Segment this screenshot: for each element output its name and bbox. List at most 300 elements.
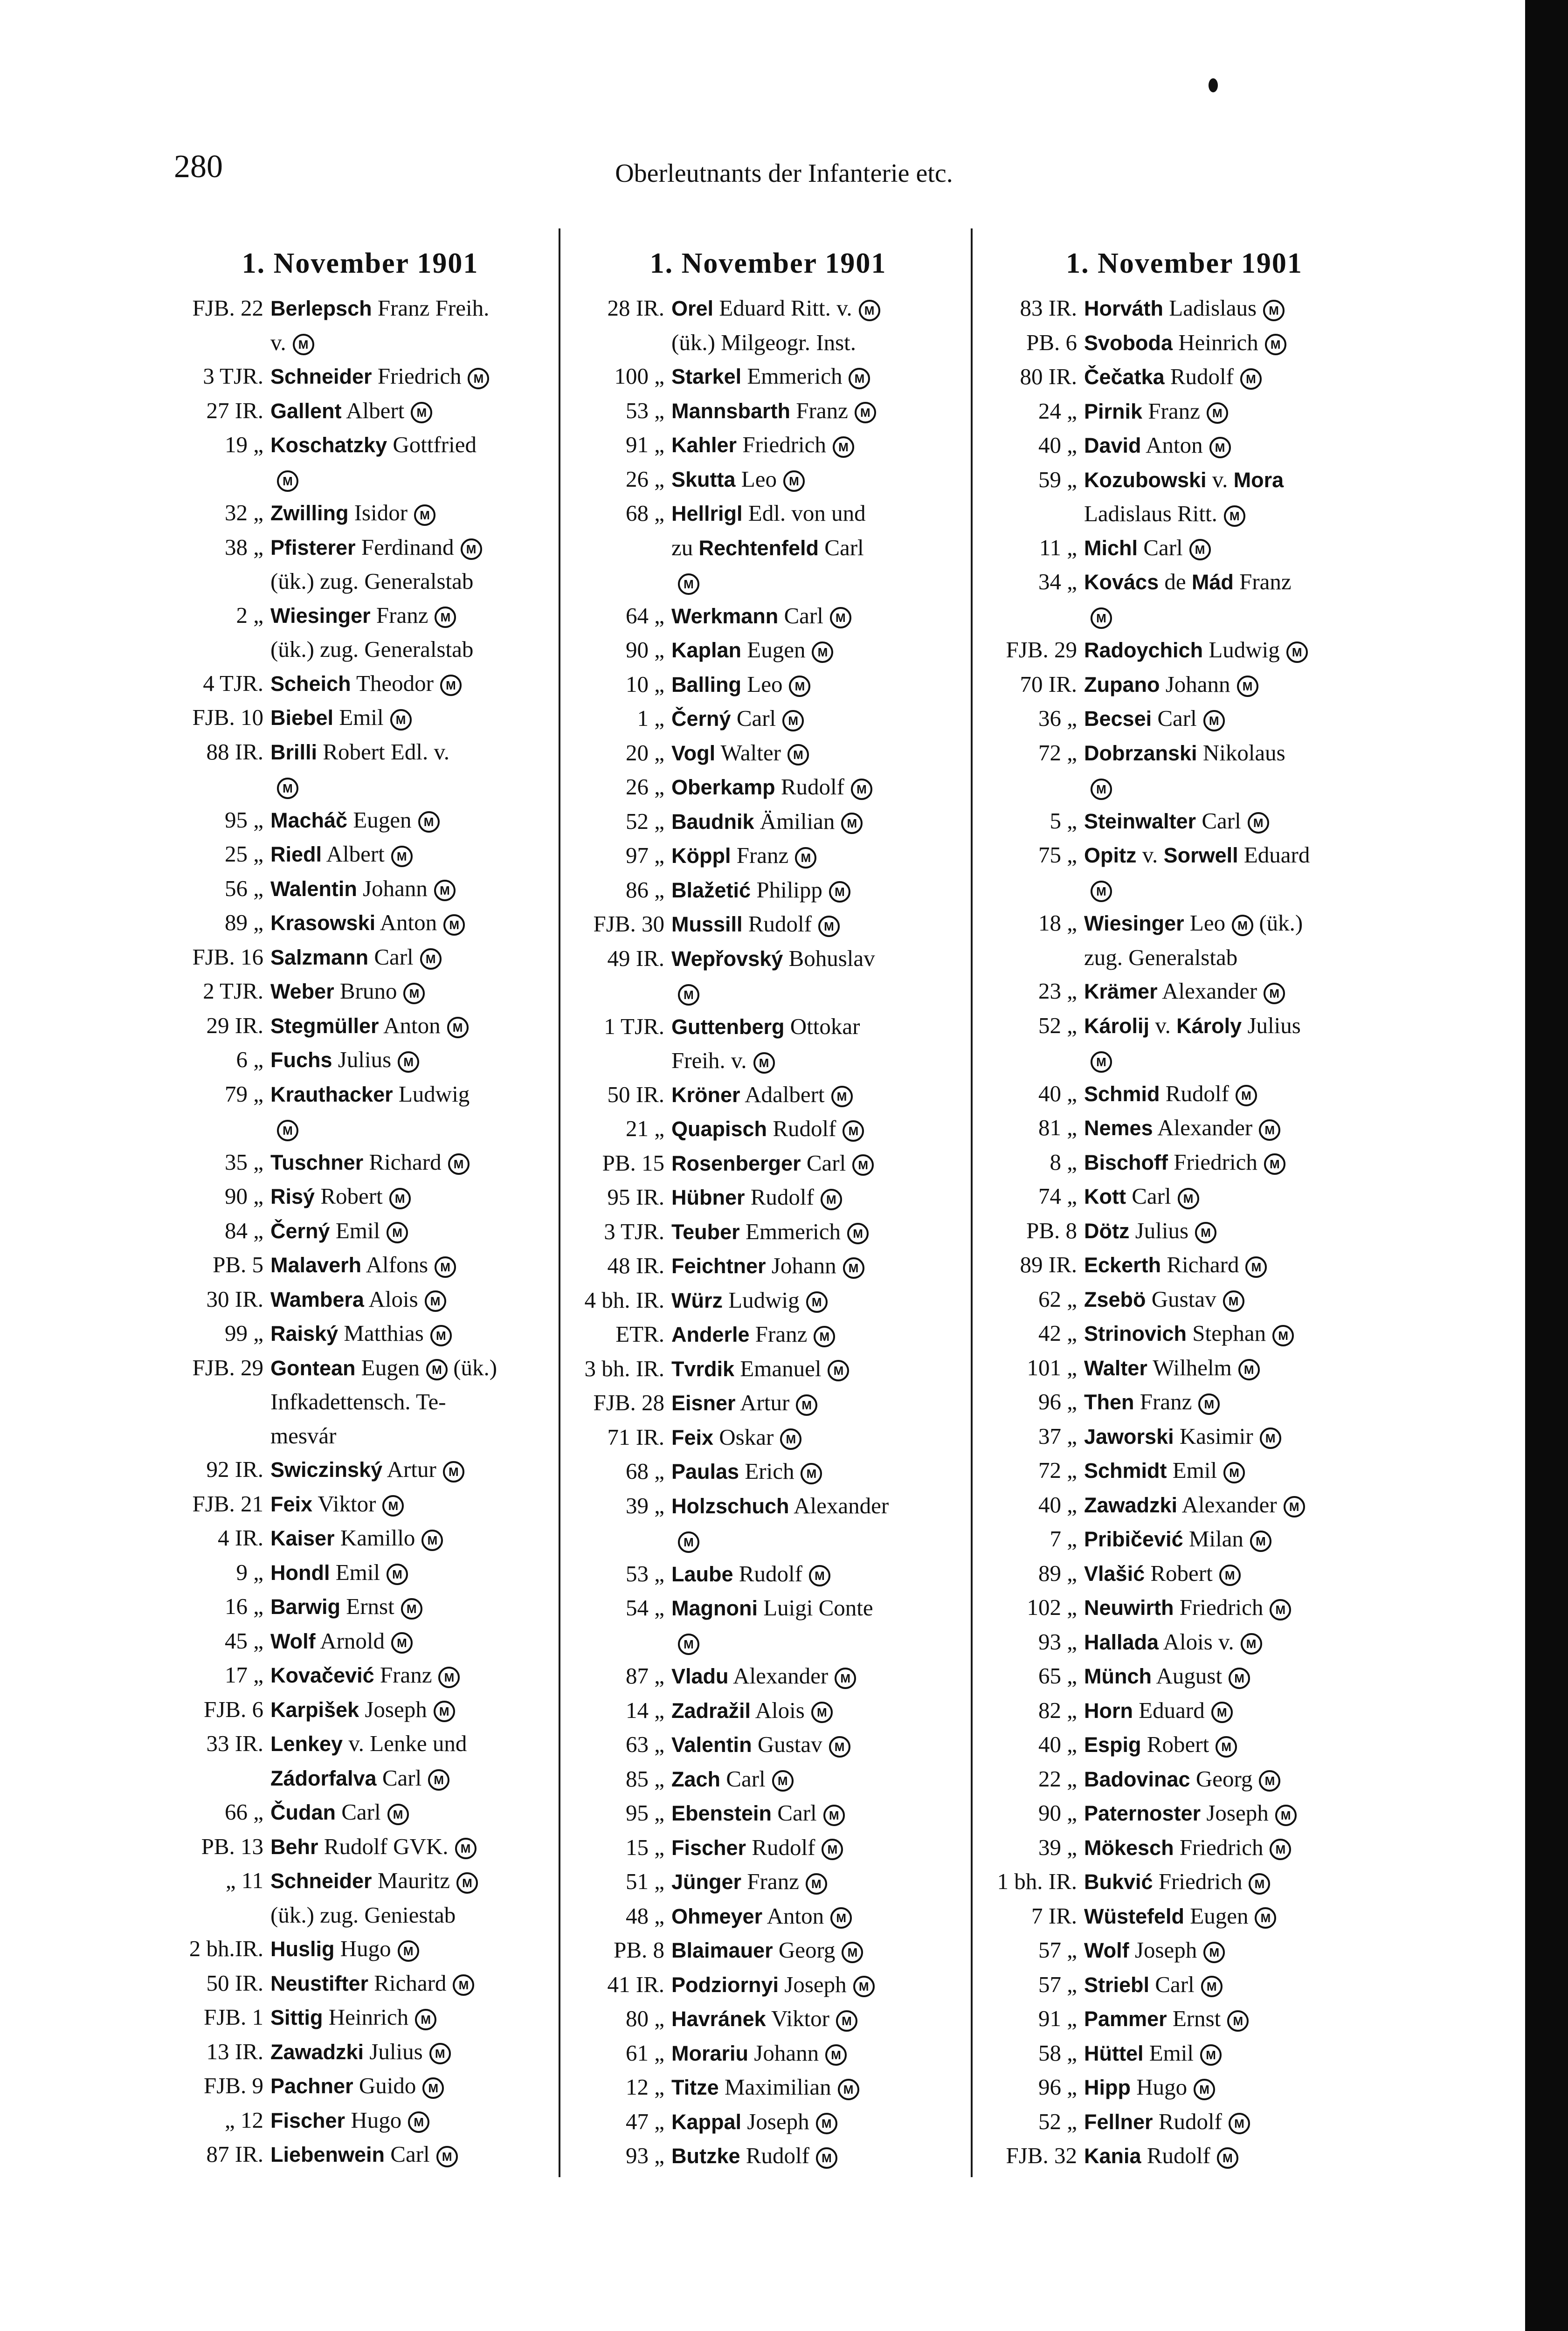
surname: Kovács: [1084, 570, 1159, 594]
given-name: zug. Generalstab: [1084, 944, 1238, 970]
surname: Zupano: [1084, 672, 1160, 697]
decoration-badge-icon: M: [389, 1188, 411, 1209]
list-item: [170, 1077, 550, 1112]
unit-label: [170, 326, 270, 360]
unit-label: 52 „: [1038, 1012, 1077, 1038]
officer-entry: [671, 1386, 965, 1421]
surname: Fischer: [270, 2108, 345, 2132]
surname: Dötz: [1084, 1219, 1130, 1243]
unit-label: „ 12: [225, 2107, 263, 2133]
decoration-badge-icon: M: [1264, 983, 1285, 1004]
given-name: Carl: [1132, 1183, 1171, 1209]
list-item: [170, 496, 550, 531]
decoration-badge-icon: M: [1223, 1462, 1245, 1483]
surname: Neuwirth: [1084, 1596, 1174, 1620]
list-item: [170, 633, 550, 667]
unit-label: 48 „: [626, 1903, 664, 1929]
officer-entry: [270, 1590, 550, 1624]
decoration-badge-icon: M: [415, 2009, 436, 2030]
list-item: [170, 1521, 550, 1556]
surname: Pirnik: [1084, 399, 1143, 423]
decoration-badge-icon: M: [812, 641, 833, 663]
officer-entry: [671, 599, 965, 634]
given-name: Carl: [784, 602, 823, 628]
list-item: [984, 600, 1385, 634]
given-name: Ludwig: [398, 1081, 470, 1107]
given-name: Alois v.: [1163, 1628, 1234, 1655]
decoration-badge-icon: M: [1194, 2079, 1215, 2100]
given-name: Franz: [1148, 398, 1200, 424]
surname: Krasowski: [270, 911, 376, 935]
decoration-badge-icon: M: [772, 1770, 794, 1792]
list-item: [984, 1933, 1385, 1968]
surname: Kröner: [671, 1083, 740, 1107]
given-name: Albert: [326, 841, 385, 867]
given-name: Rudolf GVK.: [324, 1833, 449, 1859]
unit-label: [984, 873, 1084, 907]
decoration-badge-icon: M: [1178, 1188, 1199, 1209]
list-item: [170, 1043, 550, 1077]
decoration-badge-icon: M: [811, 1702, 833, 1723]
given-name: mesvár: [270, 1422, 337, 1448]
surname: Ohmeyer: [671, 1904, 763, 1928]
decoration-badge-icon: M: [1240, 368, 1262, 390]
list-item: [571, 1591, 965, 1626]
decoration-badge-icon: M: [818, 916, 840, 937]
decoration-badge-icon: M: [447, 1017, 469, 1038]
officer-entry: [1084, 702, 1385, 736]
officer-entry: [270, 1248, 550, 1283]
unit-label: 42 „: [1038, 1320, 1077, 1346]
given-name: Kasimir: [1179, 1423, 1253, 1449]
surname: Orel: [671, 297, 714, 320]
given-name-2: Eduard: [1243, 842, 1310, 868]
given-name: Georg: [1195, 1765, 1253, 1792]
given-name: (ük.) zug. Generalstab: [270, 636, 474, 662]
given-name: Oskar: [719, 1424, 774, 1450]
decoration-badge-icon: M: [1224, 505, 1245, 527]
officer-entry: [270, 1419, 550, 1453]
decoration-badge-icon: M: [411, 402, 432, 423]
unit-label: 6 „: [236, 1047, 263, 1072]
list-item: [571, 1180, 965, 1215]
officer-entry: [270, 2138, 550, 2172]
officer-entry: [671, 1044, 965, 1078]
list-item: [170, 1966, 550, 2001]
list-item: [984, 1145, 1385, 1180]
unit-label: [170, 1385, 270, 1419]
unit-label: 95 „: [225, 807, 263, 833]
surname: Eckerth: [1084, 1253, 1161, 1277]
list-item: [984, 1454, 1385, 1488]
surname: Münch: [1084, 1664, 1152, 1688]
surname: Mussill: [671, 912, 743, 936]
surname: Blažetić: [671, 878, 751, 902]
given-name: Eduard Ritt. v.: [719, 295, 852, 321]
surname: Würz: [671, 1288, 723, 1312]
decoration-badge-icon: M: [1223, 1290, 1244, 1312]
surname: Gontean: [270, 1356, 356, 1380]
given-name: Maximilian: [724, 2074, 831, 2100]
unit-label: 56 „: [225, 875, 263, 901]
officer-entry: [1084, 291, 1385, 326]
given-name: Anton: [380, 910, 437, 935]
list-item: [170, 974, 550, 1009]
officer-entry: [270, 803, 550, 838]
decoration-badge-icon: M: [847, 1223, 869, 1244]
decoration-badge-icon: M: [468, 368, 489, 389]
list-item: [571, 1626, 965, 1660]
decoration-badge-icon: M: [448, 1153, 470, 1175]
decoration-badge-icon: M: [435, 1256, 456, 1278]
list-item: [984, 1694, 1385, 1728]
officer-entry: [270, 1727, 550, 1761]
unit-label: 7 IR.: [1031, 1903, 1077, 1929]
unit-label: FJB. 29: [1006, 637, 1077, 662]
surname: Bukvić: [1084, 1870, 1153, 1894]
unit-label: [571, 1626, 671, 1660]
surname: Schneider: [270, 1869, 372, 1893]
decoration-badge-icon: M: [421, 1530, 443, 1551]
officer-entry: [671, 839, 965, 873]
list-item: [170, 735, 550, 770]
given-name: Carl: [382, 1765, 422, 1791]
list-item: [571, 497, 965, 531]
given-name: Emil: [1172, 1457, 1217, 1483]
given-name: (ük.) Milgeogr. Inst.: [671, 329, 857, 355]
surname: Wolf: [1084, 1938, 1129, 1962]
unit-label: FJB. 9: [203, 2073, 263, 2098]
given-name: v. Lenke und: [348, 1731, 467, 1756]
officer-entry: [671, 668, 965, 702]
list-item: [984, 1283, 1385, 1317]
unit-label: 39 „: [1038, 1834, 1077, 1860]
list-item: [571, 1899, 965, 1934]
given-name: Rudolf: [1170, 364, 1234, 389]
unit-label: 80 „: [626, 2006, 664, 2031]
officer-entry: [270, 2035, 550, 2069]
officer-entry: [270, 633, 550, 667]
decoration-badge-icon: M: [843, 1120, 864, 1142]
officer-entry: [1084, 1933, 1385, 1968]
decoration-badge-icon: M: [833, 436, 854, 458]
given-name: Arnold: [320, 1628, 385, 1654]
given-name: Rudolf: [1158, 2108, 1222, 2134]
decoration-badge-icon: M: [1265, 334, 1286, 355]
unit-label: 48 IR.: [607, 1253, 664, 1278]
unit-label: 24 „: [1038, 398, 1077, 424]
officer-entry: [671, 1865, 965, 1899]
decoration-badge-icon: M: [823, 1805, 845, 1826]
list-item: [984, 1043, 1385, 1077]
officer-entry: [270, 1624, 550, 1659]
decoration-badge-icon: M: [859, 300, 880, 321]
list-item: [984, 1968, 1385, 2002]
given-name: zu: [671, 534, 693, 560]
given-name: Anton: [383, 1012, 441, 1038]
unit-label: ETR.: [615, 1321, 664, 1347]
officer-entry: [1084, 1591, 1385, 1625]
surname: Sittig: [270, 2006, 323, 2029]
officer-entry: [1084, 1385, 1385, 1420]
list-item: [571, 1010, 965, 1044]
given-name: Infkadettensch. Te-: [270, 1389, 446, 1414]
decoration-badge-icon: M: [422, 2077, 444, 2099]
surname: Badovinac: [1084, 1767, 1190, 1791]
decoration-badge-icon: M: [420, 948, 442, 970]
decoration-badge-icon: M: [387, 1222, 408, 1243]
list-item: [984, 1728, 1385, 1762]
list-item: [984, 531, 1385, 566]
unit-label: FJB. 10: [192, 704, 263, 730]
surname: Wiesinger: [270, 603, 371, 628]
surname: Pachner: [270, 2074, 353, 2098]
surname: Raiský: [270, 1322, 338, 1345]
list-item: [984, 1248, 1385, 1283]
decoration-badge-icon: M: [835, 1668, 856, 1689]
list-item: [170, 1590, 550, 1624]
surname: Walentin: [270, 876, 357, 901]
officer-entry: [1084, 1968, 1385, 2002]
surname: Feichtner: [671, 1254, 766, 1278]
list-item: [170, 291, 550, 326]
unit-label: 82 „: [1038, 1697, 1077, 1723]
unit-label: 11 „: [1039, 534, 1077, 560]
unit-label: 57 „: [1038, 1971, 1077, 1997]
decoration-badge-icon: M: [1216, 1736, 1237, 1758]
given-name: Franz: [376, 602, 428, 628]
surname: Oberkamp: [671, 775, 775, 799]
given-name: (ük.) zug. Generalstab: [270, 568, 474, 594]
given-name: Artur: [740, 1390, 790, 1415]
given-name: Emmerich: [747, 363, 843, 389]
running-head: Oberleutnants der Infanterie etc.: [615, 159, 953, 188]
unit-label: [170, 769, 270, 803]
officer-entry: [671, 497, 965, 531]
decoration-badge-icon: M: [443, 1461, 464, 1483]
surname: Swiczinský: [270, 1458, 383, 1482]
officer-entry: [1084, 1796, 1385, 1831]
unit-label: FJB. 30: [593, 911, 664, 937]
decoration-badge-icon: M: [678, 1531, 699, 1553]
unit-label: 50 IR.: [607, 1081, 664, 1107]
decoration-badge-icon: M: [461, 538, 482, 560]
decoration-badge-icon: M: [852, 1154, 874, 1176]
unit-label: FJB. 1: [203, 2004, 263, 2030]
list-item: [170, 531, 550, 565]
unit-label: [571, 1523, 671, 1557]
decoration-badge-icon: M: [1286, 641, 1308, 663]
list-item: [984, 668, 1385, 702]
list-item: [984, 1385, 1385, 1420]
surname: Michl: [1084, 536, 1138, 560]
surname: Černý: [270, 1219, 330, 1243]
officer-entry: [1084, 906, 1385, 941]
officer-entry: [671, 633, 965, 668]
unit-label: 52 „: [1038, 2108, 1077, 2134]
unit-label: PB. 8: [614, 1937, 664, 1963]
decoration-badge-icon: M: [801, 1463, 822, 1484]
decoration-badge-icon: M: [851, 779, 872, 800]
unit-label: [170, 1111, 270, 1145]
surname: Gallent: [270, 399, 342, 423]
officer-entry: [671, 1010, 965, 1044]
given-name: Georg: [778, 1937, 836, 1963]
given-name: Carl: [806, 1150, 846, 1176]
list-item: [571, 462, 965, 497]
given-name: v.: [1212, 466, 1228, 492]
list-item: [984, 906, 1385, 941]
unit-label: 33 IR.: [206, 1731, 263, 1756]
officer-entry: [270, 1317, 550, 1351]
given-name: Viktor: [771, 2006, 830, 2031]
decoration-badge-icon: M: [1255, 1907, 1276, 1929]
officer-entry: [270, 701, 550, 735]
surname-predicate: Mád: [1191, 570, 1234, 594]
list-item: [571, 1215, 965, 1249]
decoration-badge-icon: M: [1272, 1325, 1294, 1346]
surname: Kahler: [671, 433, 737, 457]
decoration-badge-icon: M: [838, 2079, 859, 2100]
officer-entry: [671, 1762, 965, 1797]
list-item: [571, 2139, 965, 2173]
officer-entry: [1084, 394, 1385, 429]
list-item: [984, 838, 1385, 873]
unit-label: 65 „: [1038, 1663, 1077, 1689]
list-item: [170, 2035, 550, 2069]
decoration-badge-icon: M: [795, 847, 816, 869]
officer-entry: [270, 1693, 550, 1727]
surname: Neustifter: [270, 1971, 369, 1995]
surname: Zach: [671, 1767, 721, 1791]
unit-label: 70 IR.: [1020, 671, 1077, 697]
unit-label: 37 „: [1038, 1423, 1077, 1449]
given-name: Franz: [1140, 1389, 1192, 1414]
officer-entry: [270, 462, 550, 497]
given-name: Ottokar: [790, 1013, 860, 1039]
given-name: Franz: [736, 842, 789, 868]
unit-label: 102 „: [1027, 1594, 1077, 1620]
given-name: Bohuslav: [788, 945, 875, 971]
given-name-2: Carl: [824, 534, 864, 560]
decoration-badge-icon: M: [277, 1120, 298, 1141]
list-item: [571, 1728, 965, 1762]
unit-label: 92 IR.: [206, 1456, 263, 1482]
decoration-badge-icon: M: [796, 1394, 817, 1416]
officer-entry: [671, 1933, 965, 1968]
given-name: Milan: [1188, 1526, 1243, 1552]
officer-entry: [270, 1385, 550, 1419]
officer-entry: [1084, 1009, 1385, 1043]
given-name: Carl: [1157, 705, 1197, 731]
list-item: [571, 1933, 965, 1968]
unit-label: 1 TJR.: [604, 1013, 664, 1039]
list-item: [571, 1523, 965, 1557]
list-item: [571, 291, 965, 326]
list-item: [984, 1831, 1385, 1865]
surname: Zádorfalva: [270, 1766, 377, 1790]
officer-entry: [671, 1831, 965, 1865]
unit-label: 2 TJR.: [203, 978, 263, 1004]
officer-entry: [1084, 2139, 1385, 2173]
officer-entry: [1084, 600, 1385, 634]
list-item: [571, 668, 965, 702]
surname: Valentin: [671, 1733, 752, 1757]
given-name: Carl: [1202, 807, 1241, 834]
unit-label: PB. 13: [201, 1833, 263, 1859]
given-name: Walter: [720, 739, 781, 766]
officer-entry: [1084, 873, 1385, 907]
surname: Riedl: [270, 842, 322, 866]
list-item: [170, 1658, 550, 1693]
surname: Kania: [1084, 2144, 1141, 2168]
unit-label: 80 IR.: [1020, 364, 1077, 389]
given-name: Johann: [754, 2040, 819, 2066]
decoration-badge-icon: M: [1229, 2113, 1250, 2134]
list-item: [571, 2070, 965, 2105]
surname: Liebenwein: [270, 2143, 385, 2166]
surname: Opitz: [1084, 843, 1137, 867]
officer-entry: [270, 769, 550, 803]
given-name: Joseph: [1206, 1800, 1269, 1826]
unit-label: PB. 15: [602, 1150, 664, 1176]
decoration-badge-icon: M: [828, 1360, 849, 1381]
list-item: [571, 942, 965, 976]
column-heading: 1. November 1901: [242, 248, 479, 279]
decoration-badge-icon: M: [1275, 1805, 1297, 1826]
unit-label: 21 „: [626, 1116, 664, 1141]
list-item: [170, 872, 550, 906]
decoration-badge-icon: M: [408, 2111, 429, 2133]
decoration-badge-icon: M: [429, 2043, 451, 2064]
unit-label: 91 „: [1038, 2006, 1077, 2031]
given-name: Alexander: [1181, 1491, 1277, 1517]
unit-label: 19 „: [225, 432, 263, 457]
list-item: [571, 565, 965, 599]
given-name: Alexander: [1157, 1115, 1253, 1140]
given-name: Franz Freih.: [377, 295, 490, 321]
officer-entry: [1084, 1762, 1385, 1797]
list-item: [170, 1453, 550, 1487]
officer-entry: [671, 428, 965, 462]
decoration-badge-icon: M: [678, 984, 699, 1006]
given-name: Rudolf: [739, 1560, 802, 1586]
officer-entry: [671, 1899, 965, 1934]
officer-entry: [270, 1864, 550, 1898]
surname: Lenkey: [270, 1732, 343, 1756]
list-item: [984, 326, 1385, 360]
decoration-badge-icon: M: [829, 1736, 850, 1758]
officer-entry: [270, 1898, 550, 1932]
unit-label: 22 „: [1038, 1765, 1077, 1792]
surname: Kott: [1084, 1185, 1126, 1208]
officer-entry: [1084, 1420, 1385, 1454]
list-item: [170, 1351, 550, 1386]
surname-predicate: Rechtenfeld: [698, 536, 819, 560]
decoration-badge-icon: M: [414, 504, 435, 526]
decoration-badge-icon: M: [398, 1940, 419, 1962]
officer-entry: [270, 1214, 550, 1248]
list-item: [170, 1419, 550, 1453]
decoration-badge-icon: M: [436, 2146, 458, 2167]
decoration-badge-icon: M: [787, 744, 809, 766]
officer-entry: [270, 496, 550, 531]
list-item: [571, 326, 965, 360]
officer-entry: [1084, 2070, 1385, 2105]
unit-label: 20 „: [626, 739, 664, 766]
given-name: Joseph: [784, 1971, 847, 1997]
officer-entry: [671, 1728, 965, 1762]
